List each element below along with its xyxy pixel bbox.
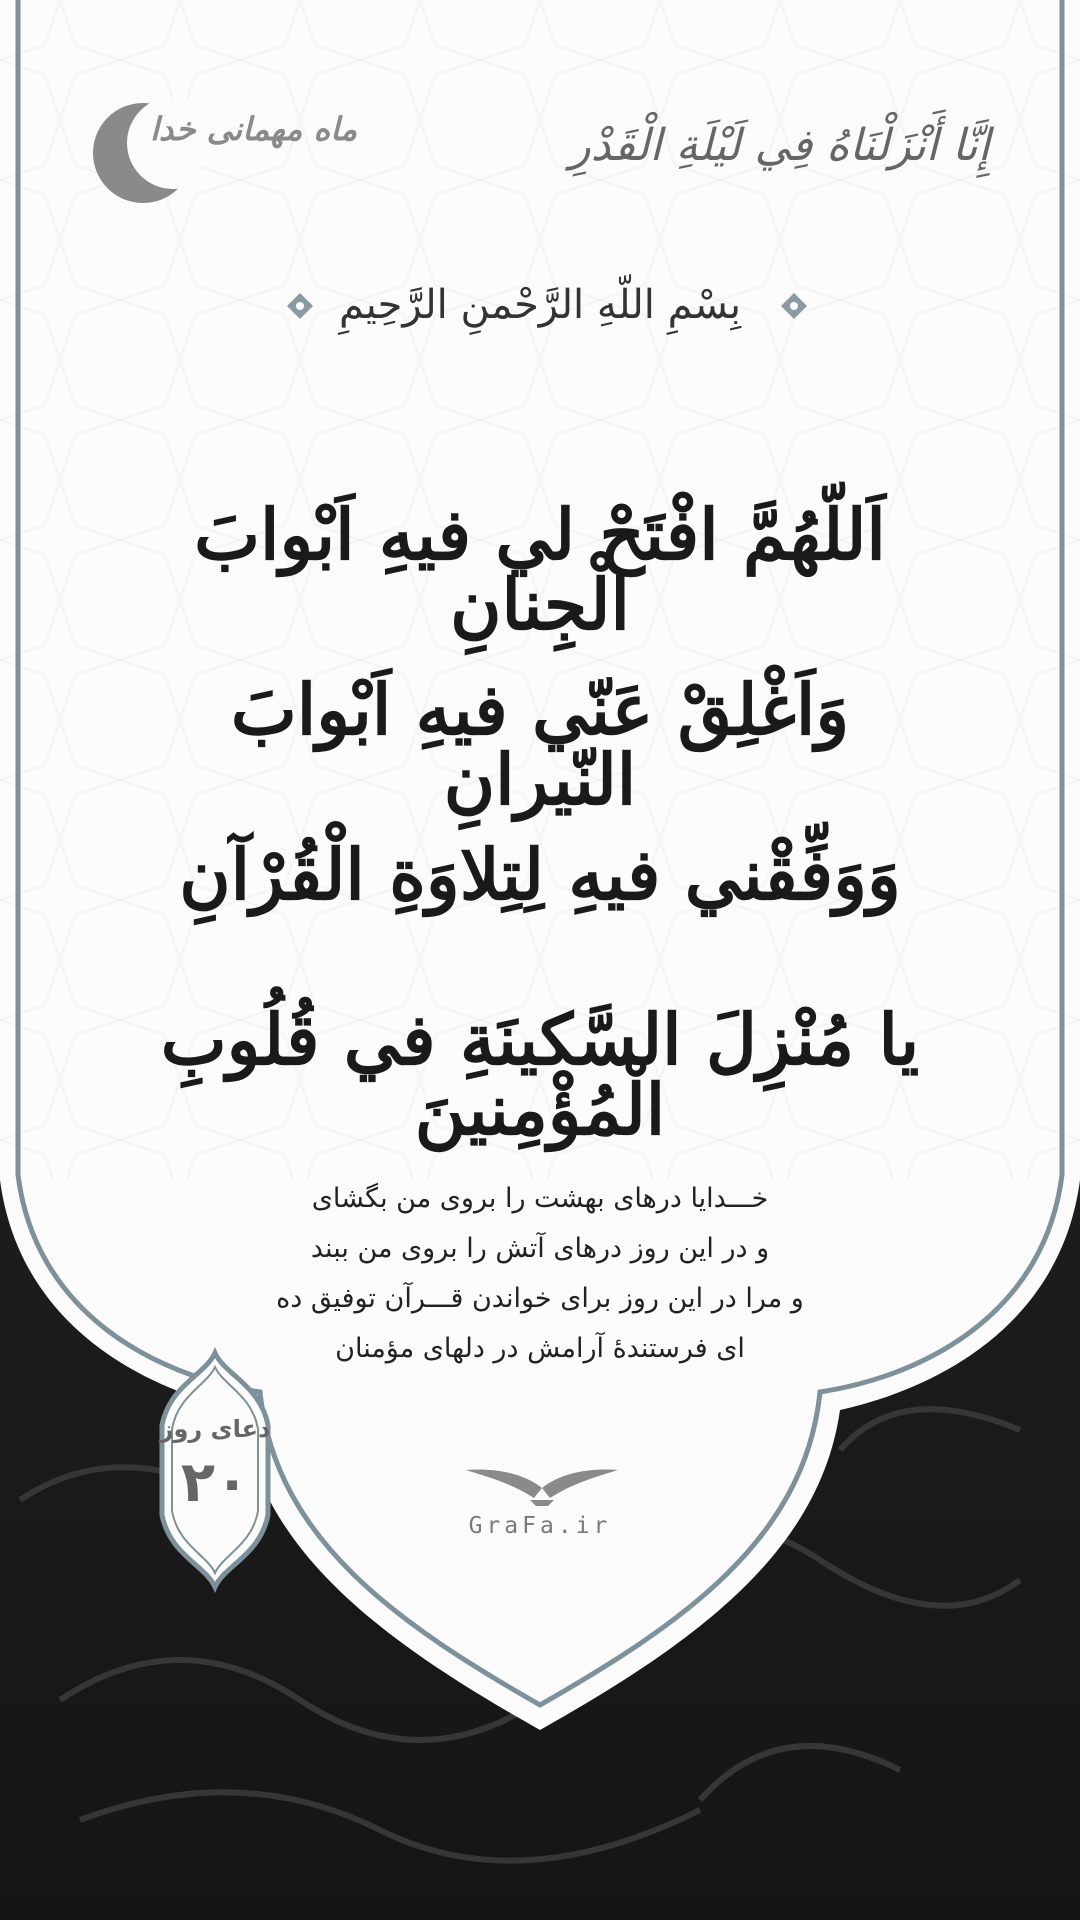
dua-line-3: وَوَفِّقْني فيهِ لِتِلاوَةِ الْقُرْآنِ — [179, 833, 901, 916]
day-badge-number: ۲۰ — [180, 1450, 250, 1515]
translation-line-4: ای فرستندۀ آرامش در دلهای مؤمنان — [335, 1333, 745, 1364]
dua-line-2: وَاَغْلِقْ عَنّي فيهِ اَبْوابَ النّيرانِ — [230, 668, 850, 821]
dua-line-4: يا مُنْزِلَ السَّكينَةِ في قُلُوبِ الْمُؤْمِنينَ — [160, 998, 920, 1151]
translation-line-3: و مرا در این روز برای خواندن قـــرآن توفیق ده — [276, 1283, 804, 1314]
grafa-wings-logo-icon — [462, 1458, 622, 1508]
translation-line-2: و در این روز درهای آتش را بروی من ببند — [310, 1233, 770, 1264]
translation-line-1: خـــدایا درهای بهشت را بروی من بگشای — [311, 1183, 769, 1214]
day-badge-label: دعای روز — [159, 1415, 271, 1443]
dua-line-1: اَللّهُمَّ افْتَحْ لي فيهِ اَبْوابَ الْجِنانِ — [194, 493, 886, 646]
ramadan-logo-text: ماه مهمانی خدا — [150, 110, 358, 148]
brand-text: GraFa.ir — [468, 1513, 612, 1539]
bismillah: بِسْمِ اللّهِ الرَّحْمنِ الرَّحِيمِ — [338, 282, 742, 328]
diamond-ornament-icon — [780, 292, 808, 320]
header-verse-calligraphy: إِنَّا أَنْزَلْنَاهُ فِي لَيْلَةِ الْقَدْرِ — [569, 120, 990, 171]
